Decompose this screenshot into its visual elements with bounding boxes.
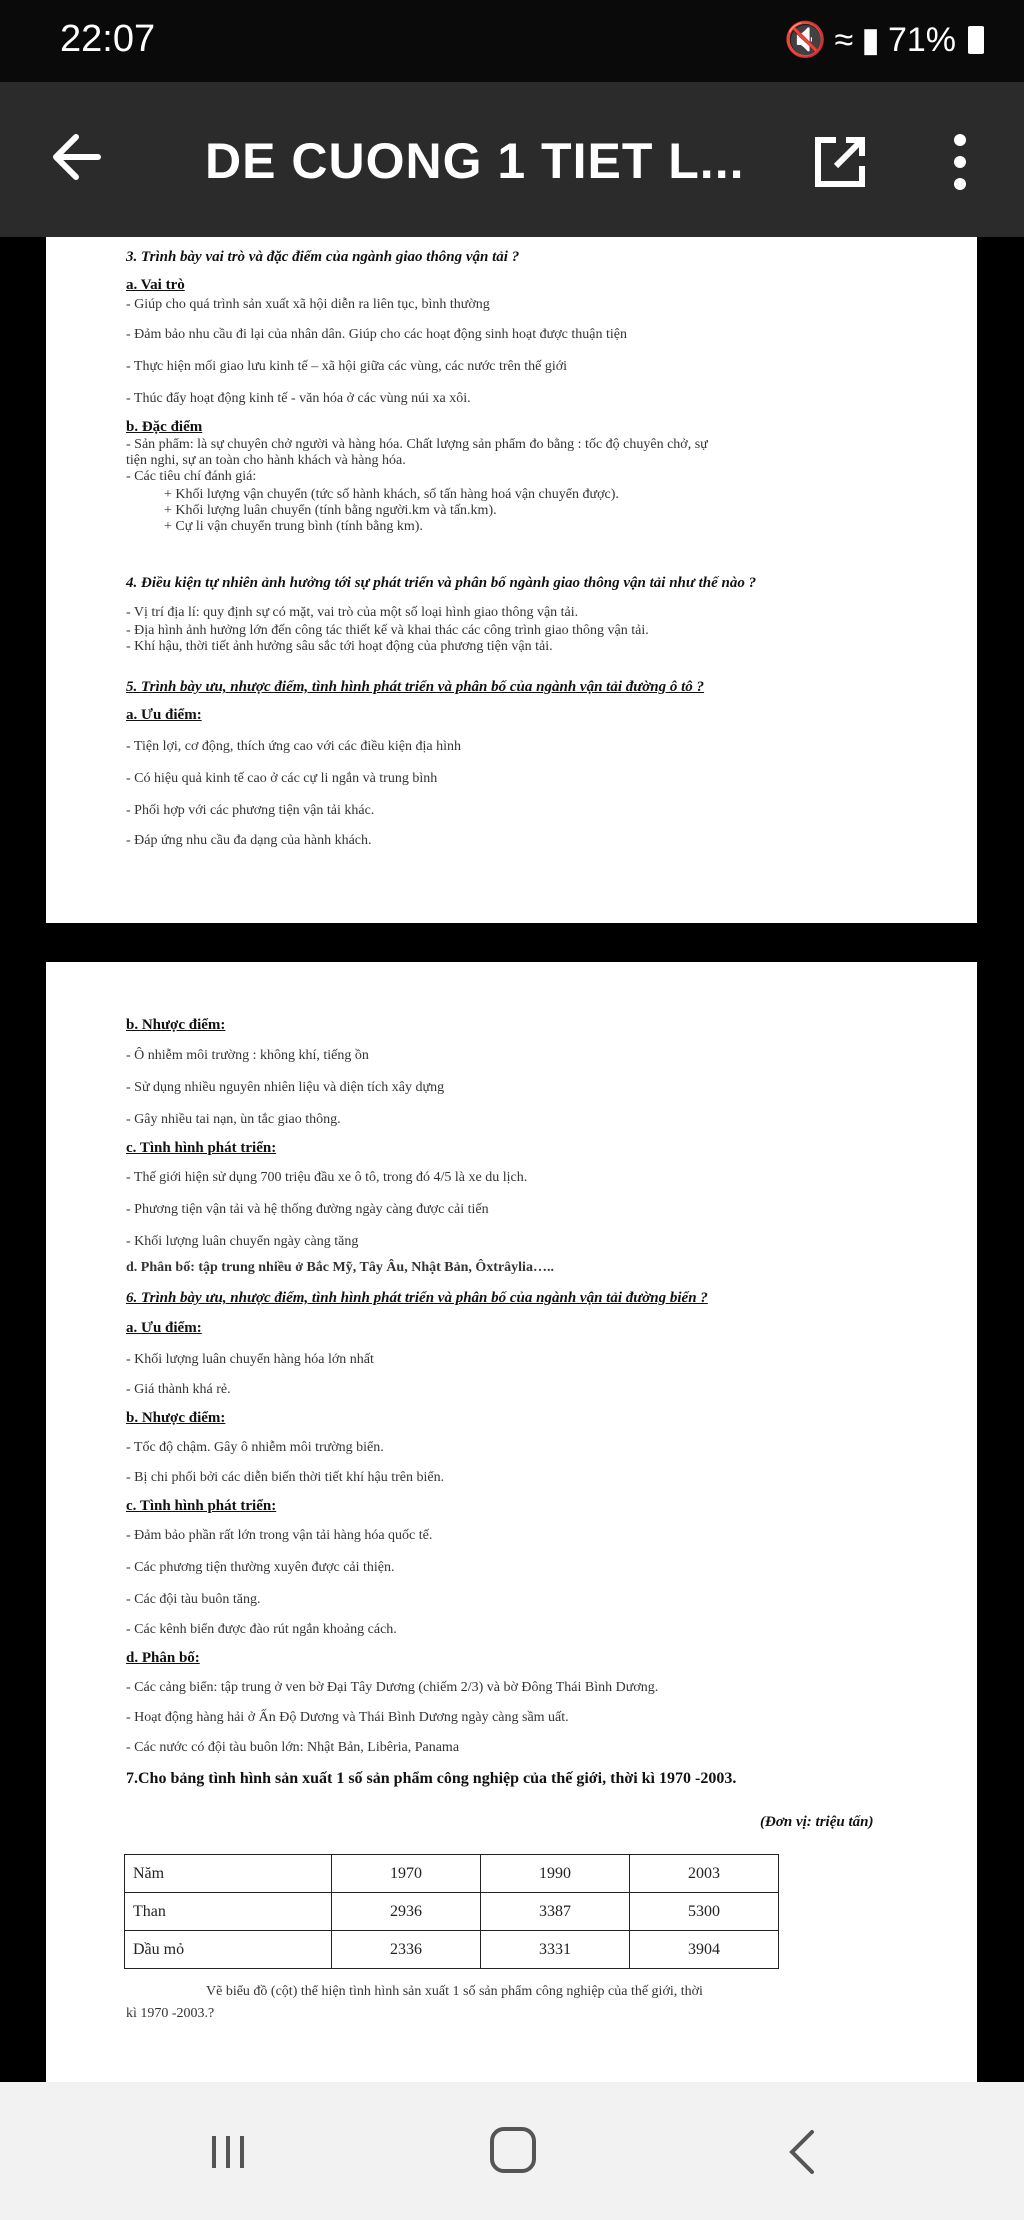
home-icon[interactable] (490, 2127, 536, 2173)
text-line: - Khối lượng luân chuyển ngày càng tăng (126, 1234, 359, 1249)
section-heading: b. Nhược điểm: (126, 1410, 226, 1426)
question-5: 5. Trình bày ưu, nhược điểm, tình hình phát triển và phân bố của ngành vận tải đường ô tô ? (126, 679, 705, 695)
arrow-left-icon[interactable] (48, 122, 108, 192)
signal-icon: ▮ (861, 21, 880, 59)
section-heading: b. Đặc điểm (126, 419, 203, 435)
text-line: - Đảm bảo nhu cầu đi lại của nhân dân. Giúp cho các hoạt động sinh hoạt được thuận tiện (126, 327, 627, 342)
mute-icon: 🔇 (784, 21, 827, 59)
text-line: - Thúc đẩy hoạt động kinh tế - văn hóa ở các vùng núi xa xôi. (126, 391, 471, 406)
text-line: kì 1970 -2003.? (126, 2006, 215, 2021)
system-nav-bar (0, 2082, 1024, 2220)
battery-percent: 71% (887, 20, 956, 59)
nav-back-icon[interactable] (782, 2128, 822, 2176)
status-time: 22:07 (60, 18, 156, 60)
section-heading: d. Phân bố: (126, 1650, 200, 1666)
table-cell: Dầu mỏ (125, 1931, 332, 1969)
table-cell: 5300 (630, 1893, 779, 1931)
battery-icon (968, 26, 984, 54)
document-page-1 (46, 237, 977, 923)
text-line: - Ô nhiễm môi trường : không khí, tiếng ồn (126, 1048, 369, 1063)
text-line: - Sử dụng nhiều nguyên nhiên liệu và diện tích xây dựng (126, 1080, 445, 1095)
status-bar (0, 0, 1024, 82)
table-cell: 1970 (332, 1855, 481, 1893)
text-line: - Các nước có đội tàu buôn lớn: Nhật Bản, Libêria, Panama (126, 1740, 460, 1755)
question-7: 7.Cho bảng tình hình sản xuất 1 số sản phẩm công nghiệp của thế giới, thời kì 1970 -2003. (126, 1770, 737, 1787)
section-heading: a. Ưu điểm: (126, 707, 202, 723)
text-line: - Phương tiện vận tải và hệ thống đường ngày càng được cải tiến (126, 1202, 489, 1217)
text-line: - Bị chi phối bởi các diễn biến thời tiết khí hậu trên biển. (126, 1470, 445, 1485)
table-cell: 1990 (481, 1855, 630, 1893)
wifi-icon: ≈ (834, 20, 854, 59)
app-bar (0, 82, 1024, 237)
table-cell: Than (125, 1893, 332, 1931)
text-line: - Địa hình ảnh hưởng lớn đến công tác thiết kế và khai thác các công trình giao thông vận tải. (126, 623, 649, 638)
text-line: + Khối lượng vận chuyển (tức số hành khách, số tấn hàng hoá vận chuyển được). (164, 487, 619, 502)
status-icons (784, 20, 984, 60)
text-line: - Giúp cho quá trình sản xuất xã hội diễn ra liên tục, bình thường (126, 297, 490, 312)
data-table (124, 1854, 779, 1969)
text-line: - Các tiêu chí đánh giá: (126, 469, 257, 484)
text-line: Vẽ biểu đồ (cột) thể hiện tình hình sản xuất 1 số sản phẩm công nghiệp của thế giới, thời (206, 1984, 703, 1999)
question-6: 6. Trình bày ưu, nhược điểm, tình hình phát triển và phân bố của ngành vận tải đường biển ? (126, 1290, 708, 1306)
question-3: 3. Trình bày vai trò và đặc điểm của ngành giao thông vận tải ? (126, 249, 520, 265)
question-4: 4. Điều kiện tự nhiên ảnh hưởng tới sự phát triển và phân bố ngành giao thông vận tải như thế nào ? (126, 575, 757, 591)
text-line: + Cự li vận chuyển trung bình (tính bằng km). (164, 519, 423, 534)
table-cell: 3331 (481, 1931, 630, 1969)
section-heading: a. Ưu điểm: (126, 1320, 202, 1336)
text-line: - Các phương tiện thường xuyên được cải thiện. (126, 1560, 395, 1575)
text-line: - Thế giới hiện sử dụng 700 triệu đầu xe ô tô, trong đó 4/5 là xe du lịch. (126, 1170, 528, 1185)
text-line: + Khối lượng luân chuyển (tính bằng người.km và tấn.km). (164, 503, 497, 518)
section-heading: c. Tình hình phát triển: (126, 1498, 277, 1514)
text-line: - Khí hậu, thời tiết ảnh hưởng sâu sắc tới hoạt động của phương tiện vận tải. (126, 639, 553, 654)
table-cell: 2936 (332, 1893, 481, 1931)
text-line: - Gây nhiều tai nạn, ùn tắc giao thông. (126, 1112, 341, 1127)
section-heading: a. Vai trò (126, 277, 185, 293)
document-page-2 (46, 962, 977, 2082)
text-line: - Các kênh biển được đào rút ngắn khoảng cách. (126, 1622, 397, 1637)
table-cell: 3387 (481, 1893, 630, 1931)
text-line: - Sản phẩm: là sự chuyên chở người và hàng hóa. Chất lượng sản phẩm đo bằng : tốc độ chuyên chở, sự (126, 437, 708, 452)
text-line: - Vị trí địa lí: quy định sự có mặt, vai trò của một số loại hình giao thông vận tải. (126, 605, 579, 620)
text-line: - Các cảng biển: tập trung ở ven bờ Đại Tây Dương (chiếm 2/3) và bờ Đông Thái Bình Dương. (126, 1680, 659, 1695)
text-line: - Các đội tàu buôn tăng. (126, 1592, 261, 1607)
text-line: - Giá thành khá rẻ. (126, 1382, 231, 1397)
table-row (125, 1893, 779, 1931)
section-heading: c. Tình hình phát triển: (126, 1140, 277, 1156)
open-external-icon[interactable] (812, 134, 868, 190)
table-cell: 2003 (630, 1855, 779, 1893)
text-line: - Khối lượng luân chuyển hàng hóa lớn nhất (126, 1352, 374, 1367)
text-line: - Tốc độ chậm. Gây ô nhiễm môi trường biển. (126, 1440, 384, 1455)
text-line: - Phối hợp với các phương tiện vận tải khác. (126, 803, 375, 818)
section-heading: b. Nhược điểm: (126, 1017, 226, 1033)
table-cell: 3904 (630, 1931, 779, 1969)
text-line: - Tiện lợi, cơ động, thích ứng cao với các điều kiện địa hình (126, 739, 462, 754)
text-line: - Đáp ứng nhu cầu đa dạng của hành khách. (126, 833, 372, 848)
more-vert-icon[interactable] (950, 132, 970, 192)
text-line: d. Phân bố: tập trung nhiều ở Bắc Mỹ, Tây Âu, Nhật Bản, Ôxtrâylia….. (126, 1260, 554, 1275)
text-line: - Hoạt động hàng hải ở Ấn Độ Dương và Thái Bình Dương ngày càng sầm uất. (126, 1710, 569, 1725)
text-line: - Có hiệu quả kinh tế cao ở các cự li ngắn và trung bình (126, 771, 438, 786)
text-line: - Thực hiện mối giao lưu kinh tế – xã hội giữa các vùng, các nước trên thế giới (126, 359, 568, 374)
table-header-row (125, 1855, 779, 1893)
table-row (125, 1931, 779, 1969)
table-cell: Năm (125, 1855, 332, 1893)
unit-label: (Đơn vị: triệu tấn) (760, 1814, 874, 1830)
document-title: DE CUONG 1 TIET L... (205, 133, 745, 189)
table-cell: 2336 (332, 1931, 481, 1969)
text-line: tiện nghi, sự an toàn cho hành khách và hàng hóa. (126, 453, 406, 468)
text-line: - Đảm bảo phần rất lớn trong vận tải hàng hóa quốc tế. (126, 1528, 433, 1543)
recent-apps-icon[interactable] (208, 2132, 248, 2172)
